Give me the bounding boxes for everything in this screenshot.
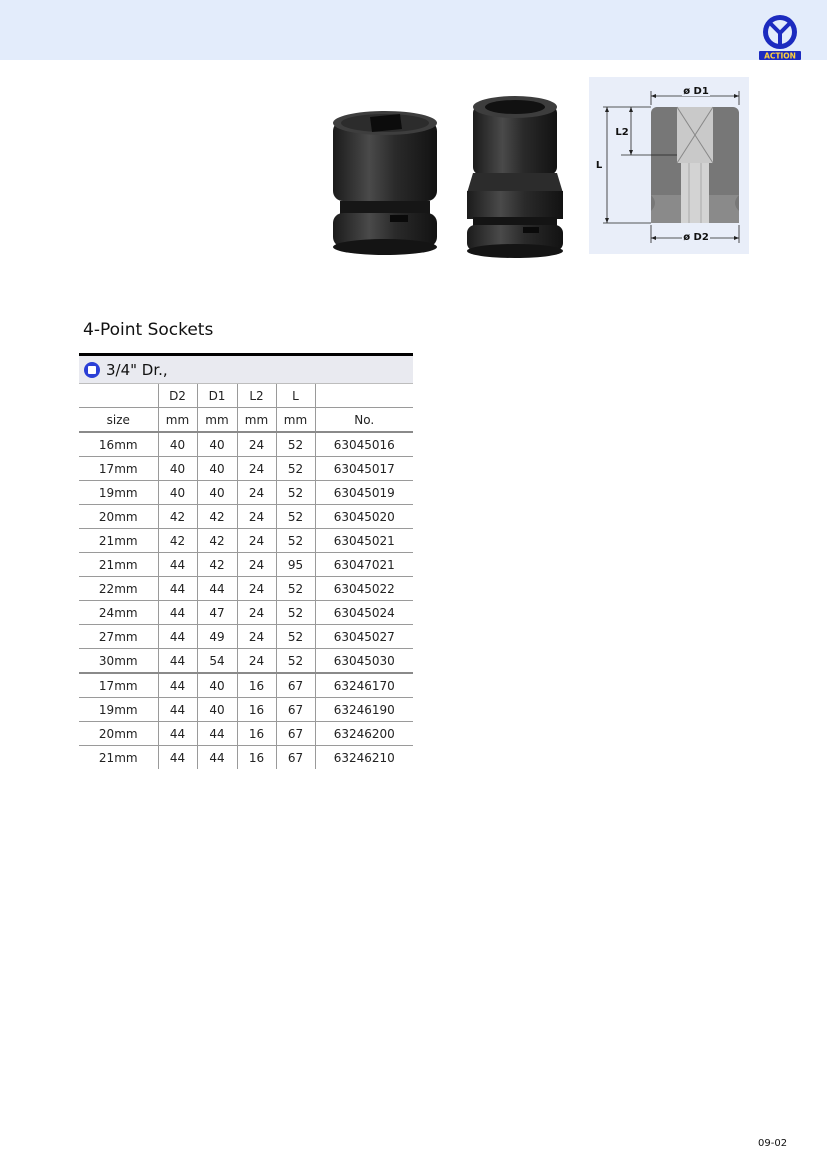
table-cell: 24 (237, 577, 276, 601)
table-cell: 16 (237, 722, 276, 746)
table-cell: 24 (237, 625, 276, 649)
table-cell: 42 (158, 529, 197, 553)
socket-photo-long (465, 95, 565, 260)
table-cell: size (79, 408, 158, 433)
table-cell: 67 (276, 746, 315, 770)
table-cell: 52 (276, 432, 315, 457)
table-cell: 52 (276, 481, 315, 505)
table-cell: 44 (158, 722, 197, 746)
table-cell: 20mm (79, 505, 158, 529)
table-row (79, 673, 413, 698)
table-cell: 27mm (79, 625, 158, 649)
drive-size-header (79, 353, 413, 384)
table-cell: 42 (197, 553, 237, 577)
table-cell: mm (237, 408, 276, 433)
table-cell: 16 (237, 673, 276, 698)
table-cell: 63246210 (333, 750, 395, 765)
table-cell: 63246200 (315, 722, 413, 746)
table-cell: mm (158, 408, 197, 433)
table-cell: 47 (197, 601, 237, 625)
table-cell: 40 (197, 432, 237, 457)
table-cell: 44 (158, 746, 197, 770)
table-cell: D2 (158, 384, 197, 408)
table-row (79, 649, 413, 674)
table-cell: 24 (237, 481, 276, 505)
table-cell: 63045024 (315, 601, 413, 625)
table-cell: 63045022 (315, 577, 413, 601)
table-cell: 63045017 (315, 457, 413, 481)
table-cell: 42 (158, 505, 197, 529)
table-row (79, 601, 413, 625)
table-cell: 63045030 (315, 649, 413, 674)
table-cell: 19mm (79, 481, 158, 505)
socket-photo-square-drive (330, 107, 440, 257)
table-cell: 16 (237, 746, 276, 770)
table-cell: 21mm (79, 553, 158, 577)
square-bullet-icon (84, 362, 100, 378)
table-row (79, 529, 413, 553)
table-cell: 52 (276, 457, 315, 481)
table-row (79, 625, 413, 649)
table-cell: 49 (197, 625, 237, 649)
table-cell: 63246170 (315, 673, 413, 698)
drive-size-label: 3/4" Dr., (106, 360, 168, 379)
table-cell: 16 (237, 698, 276, 722)
table-cell: 63045027 (315, 625, 413, 649)
table-cell: 24 (237, 457, 276, 481)
table-row (79, 746, 413, 770)
table-row (79, 505, 413, 529)
table-cell: 67 (276, 698, 315, 722)
table-row (79, 432, 413, 457)
d2-label: ø D2 (683, 232, 709, 243)
table-cell: mm (276, 408, 315, 433)
table-cell: 40 (197, 457, 237, 481)
table-cell: 52 (276, 601, 315, 625)
table-cell: 44 (197, 577, 237, 601)
table-cell: 44 (158, 601, 197, 625)
table-cell: 63045016 (315, 432, 413, 457)
table-cell: 42 (197, 505, 237, 529)
table-cell: 67 (276, 673, 315, 698)
table-cell: 22mm (79, 577, 158, 601)
table-cell: 52 (276, 505, 315, 529)
table-cell: 40 (197, 481, 237, 505)
table-cell: 40 (197, 673, 237, 698)
table-cell: L (276, 384, 315, 408)
table-cell: 24 (237, 649, 276, 674)
table-cell: 40 (158, 457, 197, 481)
table-cell: mm (197, 408, 237, 433)
table-cell: 44 (158, 649, 197, 674)
section-title: 4-Point Sockets (83, 320, 214, 340)
table-cell: 95 (276, 553, 315, 577)
table-cell: 67 (276, 722, 315, 746)
table-cell: 44 (158, 625, 197, 649)
table-cell: 24 (237, 505, 276, 529)
table-cell: 24 (237, 601, 276, 625)
dimension-diagram (589, 77, 749, 254)
table-cell: 44 (158, 577, 197, 601)
table-cell: 52 (276, 625, 315, 649)
table-cell: 24 (237, 553, 276, 577)
table-row (79, 577, 413, 601)
table-cell: 40 (158, 481, 197, 505)
table-cell: 52 (276, 529, 315, 553)
table-cell: D1 (197, 384, 237, 408)
table-cell: 17mm (79, 673, 158, 698)
spec-table-grid (79, 384, 413, 769)
table-cell: 52 (276, 577, 315, 601)
table-cell: 44 (197, 722, 237, 746)
table-cell: 20mm (79, 722, 158, 746)
table-cell: 63045019 (315, 481, 413, 505)
table-cell (79, 384, 158, 408)
table-cell: 16mm (79, 432, 158, 457)
table-cell: L2 (237, 384, 276, 408)
table-cell: 54 (197, 649, 237, 674)
table-row (79, 481, 413, 505)
table-cell: 63047021 (315, 553, 413, 577)
table-cell: 63246190 (315, 698, 413, 722)
table-cell: 63045021 (315, 529, 413, 553)
table-cell: 24 (237, 529, 276, 553)
brand-logo (757, 13, 803, 61)
table-cell: 17mm (79, 457, 158, 481)
table-unit-row (79, 408, 413, 433)
table-cell (315, 384, 413, 408)
spec-table (79, 353, 413, 769)
table-cell: 40 (197, 698, 237, 722)
svg-text:ACTION: ACTION (764, 51, 796, 61)
table-cell: 44 (197, 746, 237, 770)
table-row (79, 457, 413, 481)
table-cell: 63045020 (315, 505, 413, 529)
table-cell: 24mm (79, 601, 158, 625)
d1-label: ø D1 (683, 86, 709, 97)
table-cell: 44 (158, 673, 197, 698)
table-row (79, 722, 413, 746)
table-row (79, 553, 413, 577)
table-cell: 24 (237, 432, 276, 457)
table-cell: 21mm (79, 529, 158, 553)
table-header-row (79, 384, 413, 408)
header-band (0, 0, 827, 60)
table-cell: 52 (276, 649, 315, 674)
table-cell: 42 (197, 529, 237, 553)
table-cell: No. (315, 408, 413, 433)
table-cell: 40 (158, 432, 197, 457)
table-cell: 44 (158, 698, 197, 722)
l2-label: L2 (615, 127, 629, 138)
l-label: L (595, 160, 603, 171)
table-cell: 19mm (79, 698, 158, 722)
table-row (79, 698, 413, 722)
table-cell: 44 (158, 553, 197, 577)
table-cell: 21mm (79, 746, 158, 770)
table-cell: 30mm (79, 649, 158, 674)
page-number: 09-02 (758, 1138, 788, 1149)
